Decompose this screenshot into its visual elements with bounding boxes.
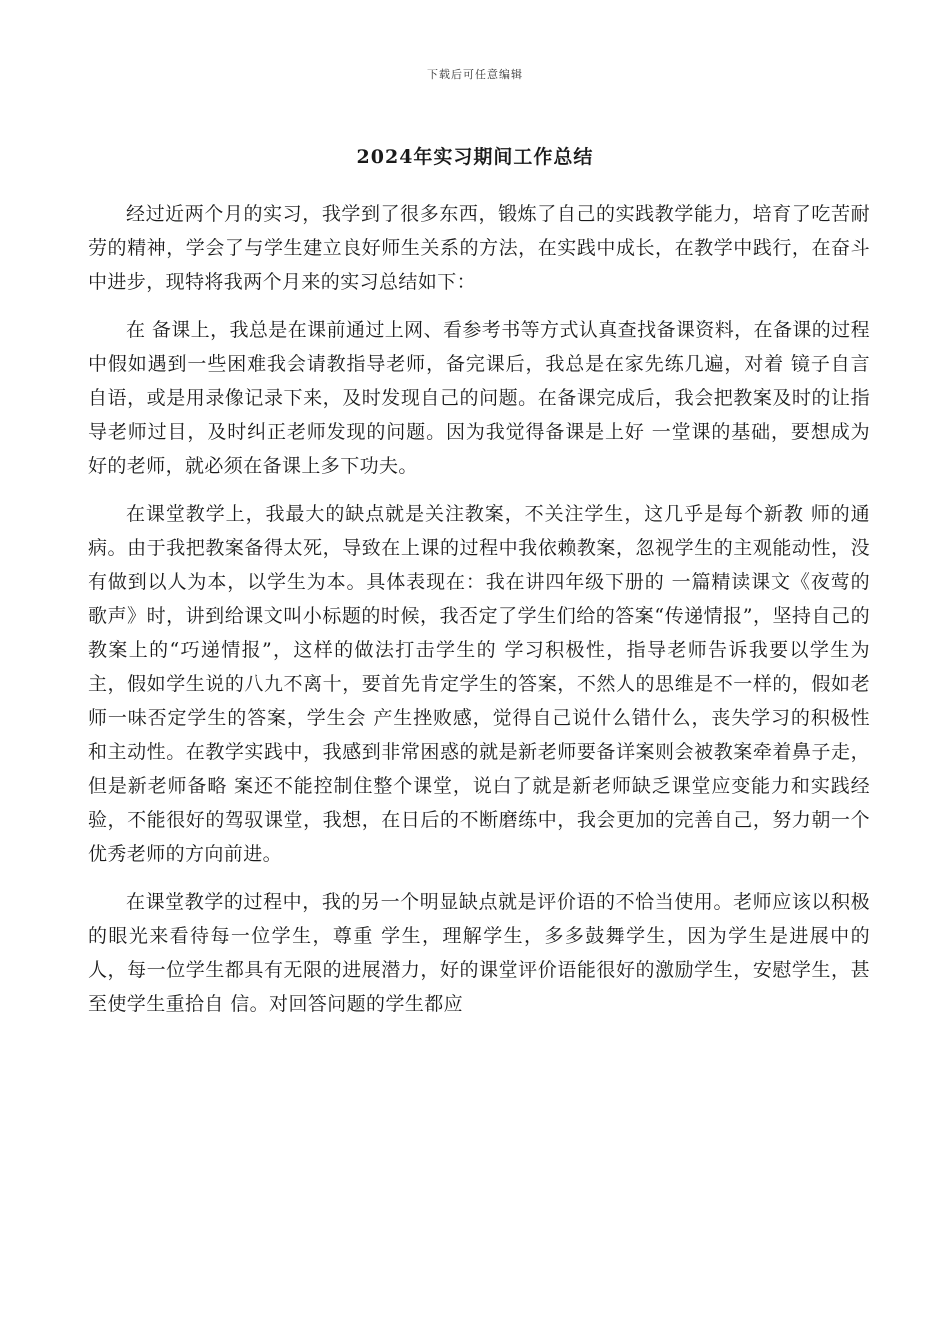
paragraph-4: 在课堂教学的过程中，我的另一个明显缺点就是评价语的不恰当使用。老师应该以积极的眼光来看待每一位学生，尊重 学生，理解学生，多多鼓舞学生，因为学生是进展中的人，每一位学生都具有无限的进展潜力，好的课堂评价语能很好的激励学生，安慰学生，甚至使学生重拾自 信。对回答问题的学生都应 [88, 891, 870, 1015]
header-note: 下载后可任意编辑 [427, 68, 523, 81]
paragraph-2: 在 备课上，我总是在课前通过上网、看参考书等方式认真查找备课资料，在备课的过程中假如遇到一些困难我会请教指导老师，备完课后，我总是在家先练几遍，对着 镜子自言自语，或是用录像记录下来，及时发现自己的问题。在备课完成后，我会把教案及时的让指导老师过目，及时纠正老师发现的问题。因为我觉得备课是上好 一堂课的基础，要想成为好的老师，就必须在备课上多下功夫。 [88, 319, 870, 477]
document-title: 2024年实习期间工作总结 [356, 146, 594, 168]
paragraph-1: 经过近两个月的实习，我学到了很多东西，锻炼了自己的实践教学能力，培育了吃苦耐劳的精神，学会了与学生建立良好师生关系的方法，在实践中成长，在教学中践行，在奋斗中进步，现特将我两个月来的实习总结如下： [88, 203, 870, 293]
document-body [88, 197, 870, 1035]
paragraph-3: 在课堂教学上，我最大的缺点就是关注教案，不关注学生，这几乎是每个新教 师的通病。由于我把教案备得太死，导致在上课的过程中我依赖教案，忽视学生的主观能动性，没有做到以人为本，以学生为本。具体表现在：我在讲四年级下册的 一篇精读课文《夜莺的歌声》时，讲到给课文叫小标题的时候，我否定了学生们给的答案“传递情报”，坚持自己的教案上的“巧递情报”，这样的做法打击学生的 学习积极性，指导老师告诉我要以学生为主，假如学生说的八九不离十，要首先肯定学生的答案，不然人的思维是不一样的，假如老师一味否定学生的答案，学生会 产生挫败感，觉得自己说什么错什么，丧失学习的积极性和主动性。在教学实践中，我感到非常困惑的就是新老师要备详案则会被教案牵着鼻子走，但是新老师备略 案还不能控制住整个课堂，说白了就是新老师缺乏课堂应变能力和实践经验，不能很好的驾驭课堂，我想，在日后的不断磨练中，我会更加的完善自己，努力朝一个 优秀老师的方向前进。 [88, 503, 870, 865]
